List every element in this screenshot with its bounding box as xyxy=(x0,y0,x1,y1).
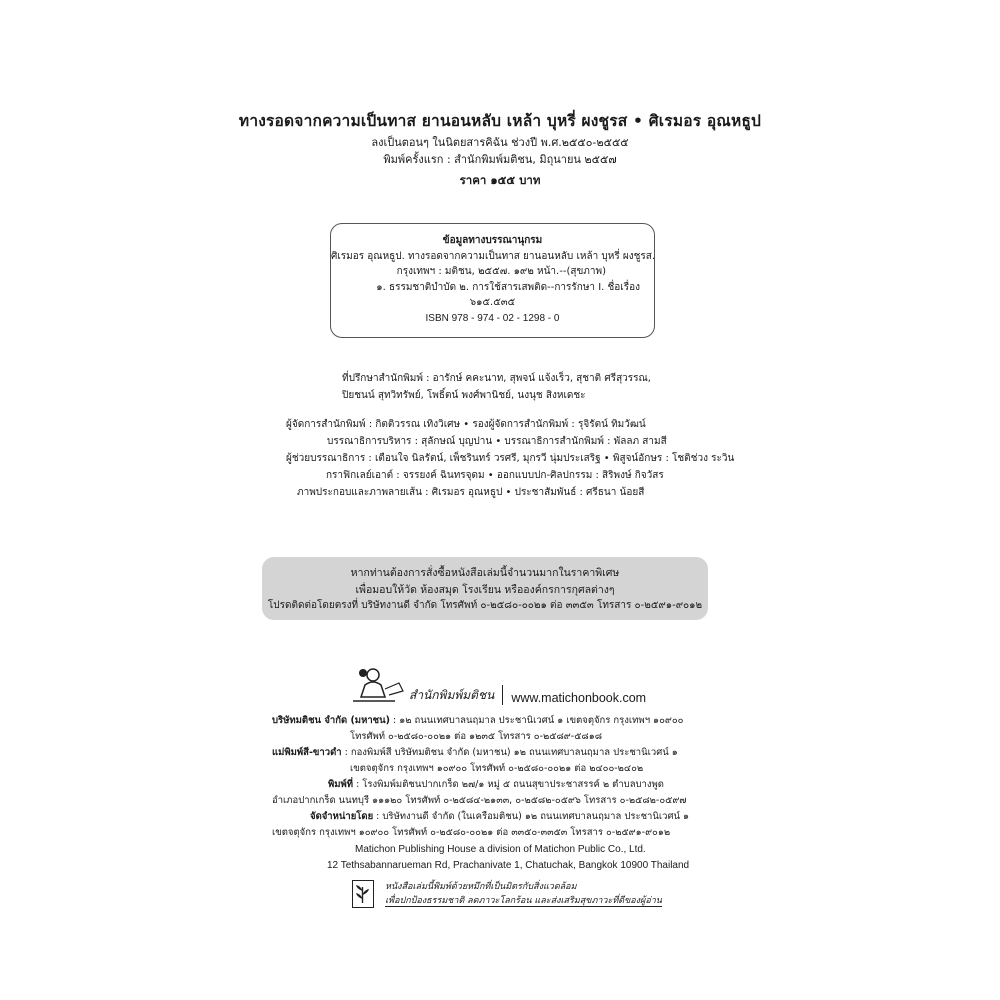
catalog-box xyxy=(330,223,655,338)
address-line xyxy=(350,729,602,745)
publisher-logo xyxy=(345,655,646,705)
logo-divider xyxy=(502,685,503,705)
promo-line: หากท่านต้องการสั่งซื้อหนังสือเล่มนี้จำนวนมากในราคาพิเศษ xyxy=(350,567,620,579)
address-label: บริษัทมติชน จำกัด (มหาชน) xyxy=(272,715,390,726)
advisors-line: ปิยชนน์ สุทวิทรัพย์, โพธิ์ตน์ พงศ์พานิชย์, นงนุช สิงหเดชะ xyxy=(342,390,586,401)
website-link[interactable]: www.matichonbook.com xyxy=(511,691,647,705)
book-title: ทางรอดจากความเป็นทาส ยานอนหลับ เหล้า บุหรี่ ผงชูรส • ศิเรมอร อุณหธูป xyxy=(238,112,762,130)
address-text: เขตจตุจักร กรุงเทพฯ ๑๐๙๐๐ โทรศัพท์ ๐-๒๕๘๐-๐๐๒๑ ต่อ ๓๓๕๐-๓๓๕๓ โทรสาร ๐-๒๕๙๑-๙๐๑๒ xyxy=(272,827,671,838)
isbn: ISBN 978 - 974 - 02 - 1298 - 0 xyxy=(425,312,560,324)
address-line xyxy=(272,825,670,841)
address-line xyxy=(310,809,689,825)
address-text: : โรงพิมพ์มติชนปากเกร็ด ๒๗/๑ หมู่ ๕ ถนนสุขาประชาสรรค์ ๒ ตำบลบางพูด xyxy=(353,779,664,790)
first-print-note: พิมพ์ครั้งแรก : สำนักพิมพ์มติชน, มิถุนายน ๒๕๕๗ xyxy=(383,153,617,166)
catalog-line: กรุงเทพฯ : มติชน, ๒๕๕๗. ๑๙๒ หน้า.--(สุขภาพ) xyxy=(396,266,606,277)
address-line xyxy=(328,777,664,793)
address-text: เขตจตุจักร กรุงเทพฯ ๑๐๙๐๐ โทรศัพท์ ๐-๒๕๘๐-๐๐๒๑ ต่อ ๒๔๐๐-๒๔๐๒ xyxy=(350,763,644,774)
bulk-order-box xyxy=(262,557,708,620)
staff-line: ผู้ช่วยบรรณาธิการ : เตือนใจ นิลรัตน์, เพ็ชรินทร์ วรศรี, มุกรวี นุ่มประเสริฐ • พิสูจน์อักษร : โชติช่วง ระวิน xyxy=(286,453,735,464)
address-text: โทรศัพท์ ๐-๒๕๘๐-๐๐๒๑ ต่อ ๑๒๓๕ โทรสาร ๐-๒๕๘๙-๕๘๑๘ xyxy=(350,731,603,742)
address-text: : กองพิมพ์สี บริษัทมติชน จำกัด (มหาชน) ๑๒ ถนนเทศบาลนฤมาล ประชานิเวศน์ ๑ xyxy=(341,747,678,758)
eco-line: เพื่อปกป้องธรรมชาติ ลดภาวะโลกร้อน และส่งเสริมสุขภาวะที่ดีของผู้อ่าน xyxy=(385,896,662,906)
advisors-line: ที่ปรึกษาสำนักพิมพ์ : อารักษ์ คคะนาท, สุพจน์ แจ้งเร็ว, สุชาติ ศรีสุวรรณ, xyxy=(342,373,651,384)
english-publisher-line: Matichon Publishing House a division of Matichon Public Co., Ltd. xyxy=(355,844,646,855)
eco-line: หนังสือเล่มนี้พิมพ์ด้วยหมึกที่เป็นมิตรกับสิ่งแวดล้อม xyxy=(385,882,577,892)
address-line xyxy=(272,745,678,761)
address-text: อำเภอปากเกร็ด นนทบุรี ๑๑๑๒๐ โทรศัพท์ ๐-๒๕๘๔-๒๑๓๓, ๐-๒๕๘๒-๐๕๙๖ โทรสาร ๐-๒๕๘๒-๐๕๙๗ xyxy=(272,795,687,806)
address-label: แม่พิมพ์สี-ขาวดำ xyxy=(272,747,342,758)
publisher-script-name: สำนักพิมพ์มติชน xyxy=(409,688,495,702)
english-address-line: 12 Tethsabannarueman Rd, Prachanivate 1, Chatuchak, Bangkok 10900 Thailand xyxy=(327,860,690,871)
serialization-note: ลงเป็นตอนๆ ในนิตยสารคิฉัน ช่วงปี พ.ศ.๒๕๕๐-๒๕๕๕ xyxy=(371,136,629,149)
promo-line: เพื่อมอบให้วัด ห้องสมุด โรงเรียน หรือองค์กรการกุศลต่างๆ xyxy=(355,583,615,596)
catalog-classification: ๖๑๕.๕๓๕ xyxy=(469,297,516,308)
staff-line: ภาพประกอบและภาพลายเส้น : ศิเรมอร อุณหธูป • ประชาสัมพันธ์ : ศรีธนา น้อยสี xyxy=(297,487,645,498)
address-text: : บริษัทงานดี จำกัด (ในเครือมติชน) ๑๒ ถนนเทศบาลนฤมาล ประชานิเวศน์ ๑ xyxy=(373,811,690,822)
eco-note xyxy=(352,880,662,908)
price: ราคา ๑๕๕ บาท xyxy=(459,173,541,187)
address-line xyxy=(272,713,683,729)
staff-line: กราฟิกเลย์เอาต์ : จรรยงค์ ฉินทรจุดม • ออกแบบปก-ศิลปกรรม : สิริพงษ์ กิจวัสร xyxy=(326,470,664,481)
address-line xyxy=(272,793,686,809)
promo-line: โปรดติดต่อโดยตรงที่ บริษัทงานดี จำกัด โทรศัพท์ ๐-๒๕๘๐-๐๐๒๑ ต่อ ๓๓๕๓ โทรสาร ๐-๒๕๙๑-๙๐๑๒ xyxy=(267,600,703,611)
catalog-heading: ข้อมูลทางบรรณานุกรม xyxy=(442,235,543,246)
eco-leaf-icon xyxy=(352,880,374,908)
staff-line: ผู้จัดการสำนักพิมพ์ : กิตติวรรณ เทิงวิเศษ • รองผู้จัดการสำนักพิมพ์ : รุจิรัตน์ ทิมวัฒน์ xyxy=(286,419,646,430)
address-label: จัดจำหน่ายโดย xyxy=(310,811,374,822)
catalog-line: ศิเรมอร อุณหธูป. ทางรอดจากความเป็นทาส ยานอนหลับ เหล้า บุหรี่ ผงชูรส. xyxy=(331,250,656,262)
address-text: : ๑๒ ถนนเทศบาลนฤมาล ประชานิเวศน์ ๑ เขตจตุจักร กรุงเทพฯ ๑๐๙๐๐ xyxy=(389,715,684,726)
reader-figure-icon xyxy=(345,665,407,705)
address-line xyxy=(350,761,643,777)
staff-line: บรรณาธิการบริหาร : สุลักษณ์ บุญปาน • บรรณาธิการสำนักพิมพ์ : พัลลภ สามสี xyxy=(327,436,667,447)
catalog-line: ๑. ธรรมชาติบำบัด ๒. การใช้สารเสพติด--การรักษา I. ชื่อเรื่อง xyxy=(376,281,640,293)
address-label: พิมพ์ที่ xyxy=(328,779,354,790)
